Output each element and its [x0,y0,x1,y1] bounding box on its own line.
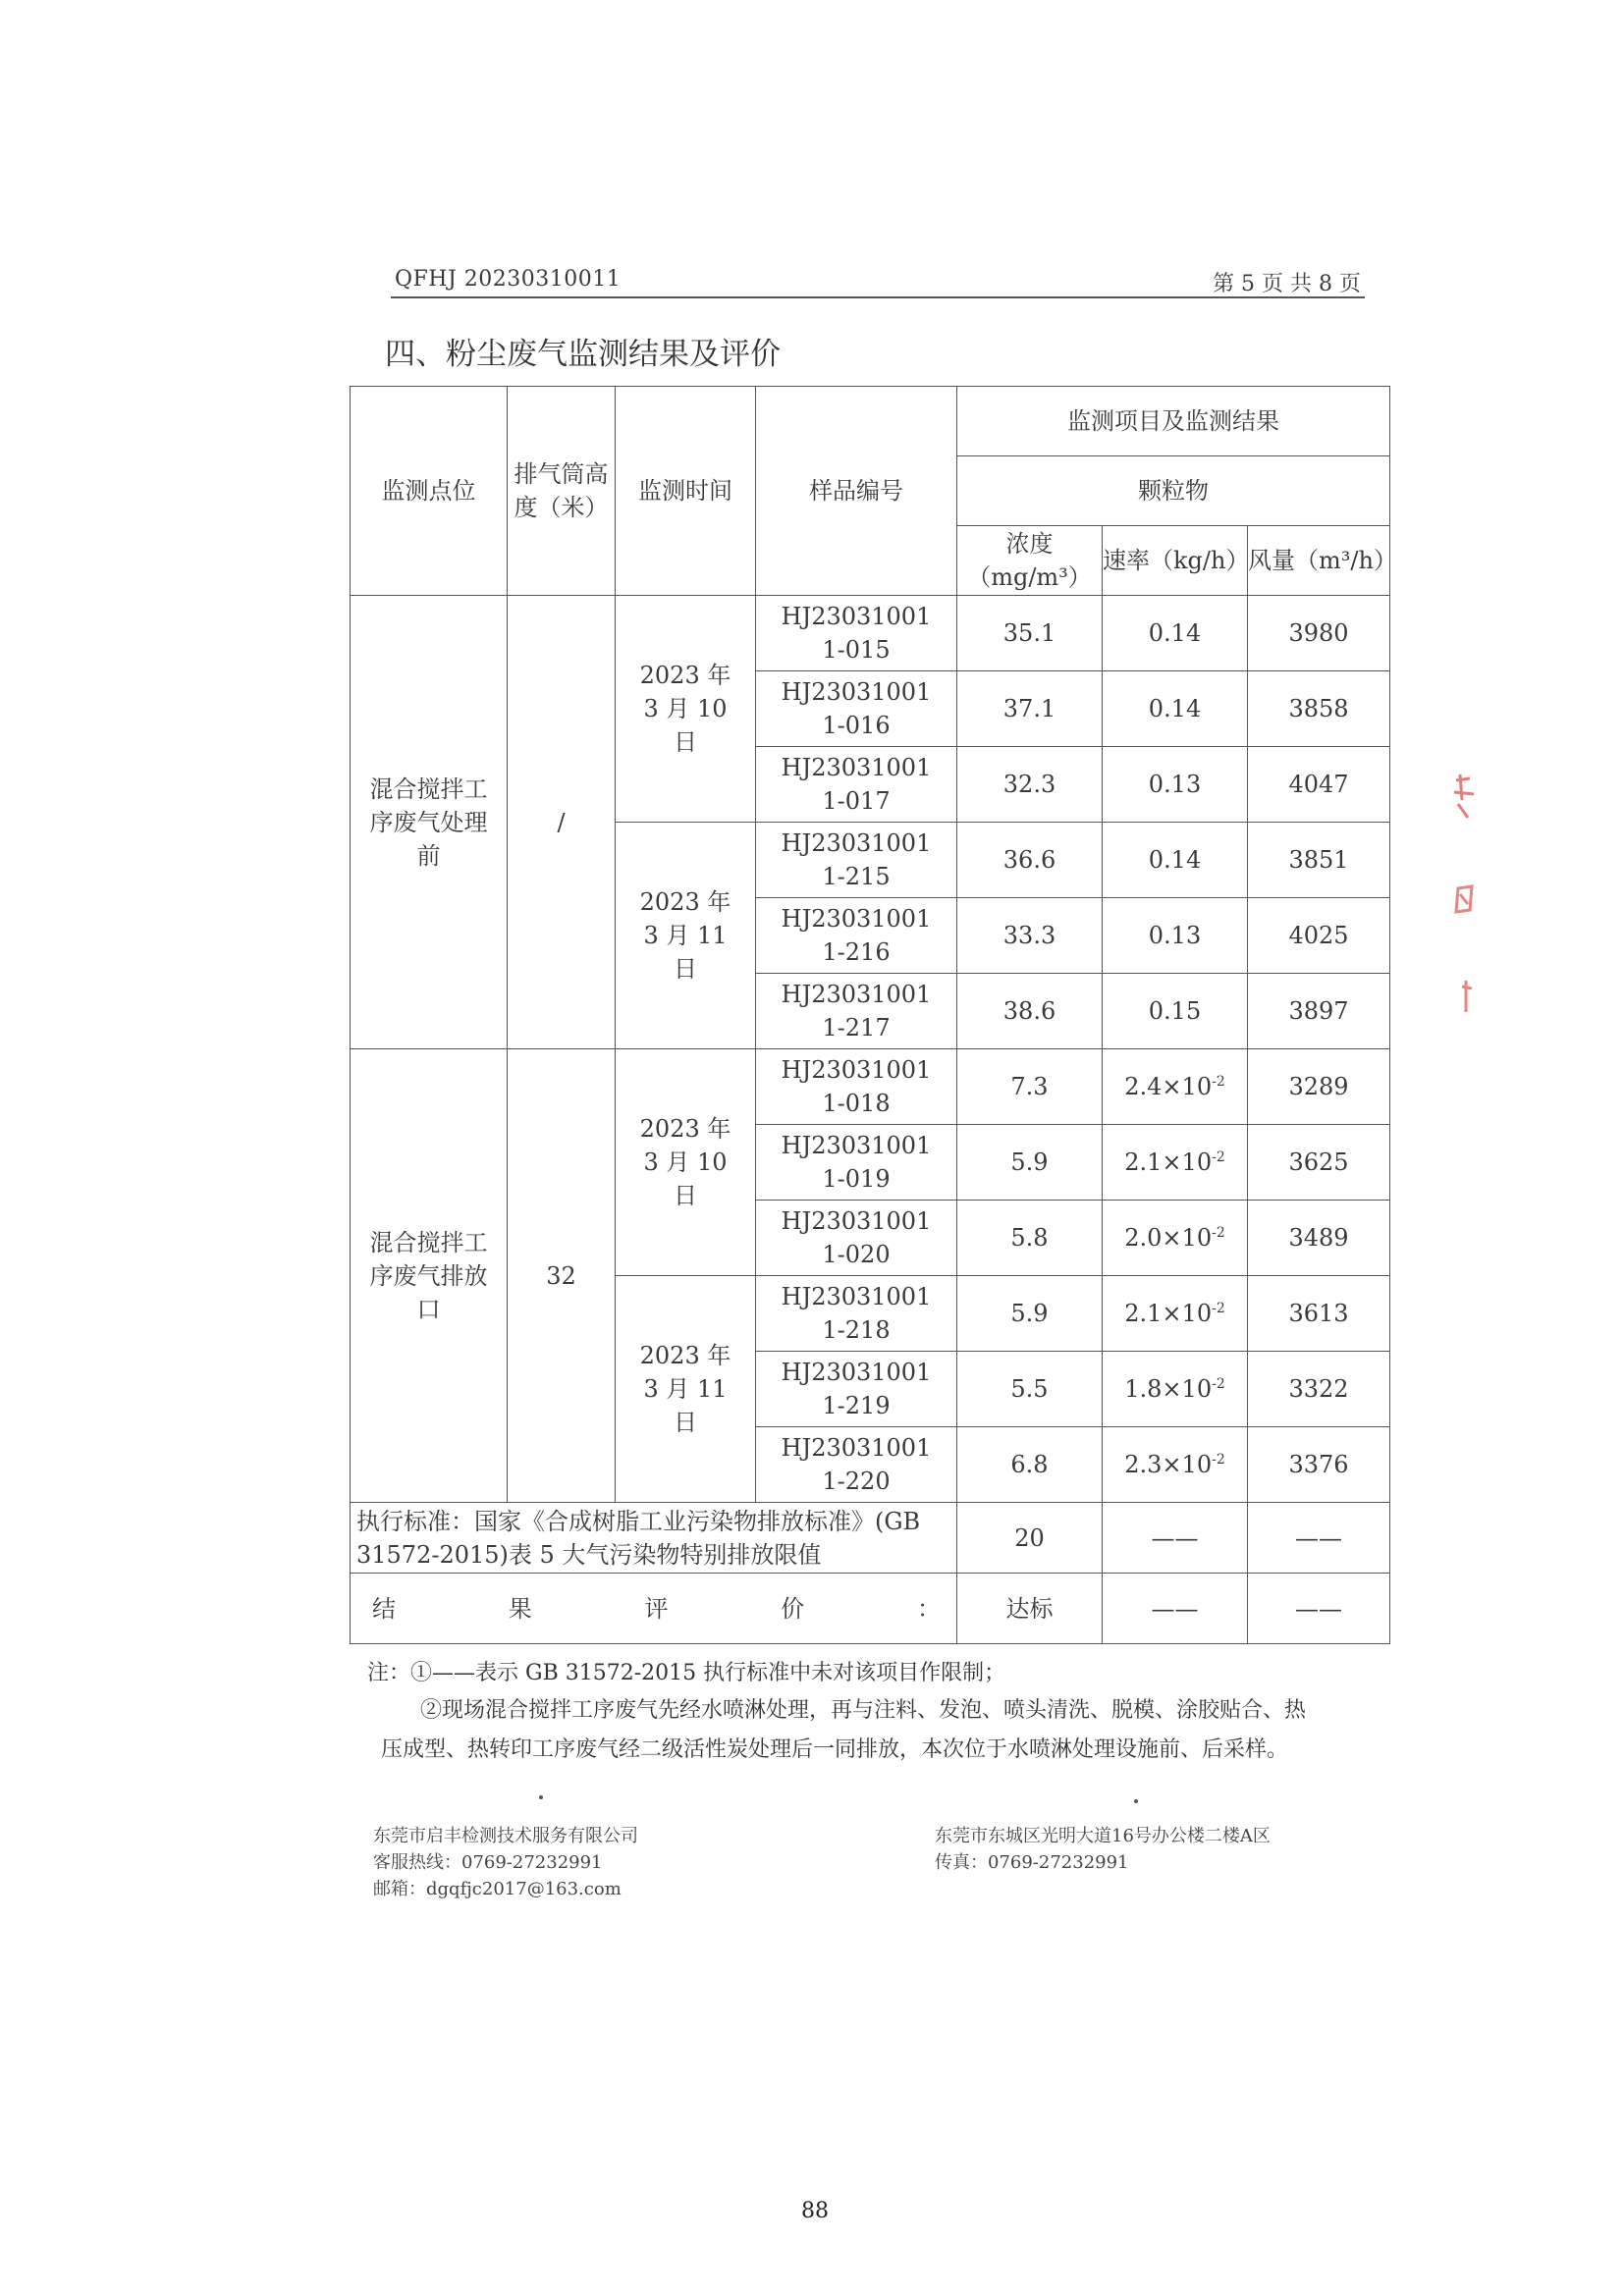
sample-id: HJ230310011-020 [756,1201,957,1276]
header-height: 排气筒高度（米） [508,387,616,596]
flow-value: 3489 [1248,1201,1390,1276]
rate-exponent: -2 [1212,1376,1225,1392]
flow-value: 4047 [1248,747,1390,823]
sample-id: HJ230310011-015 [756,596,957,671]
rate-base: 0.13 [1148,922,1202,949]
concentration-value: 38.6 [957,974,1103,1049]
rate-exponent: -2 [1212,1452,1225,1468]
monitoring-point: 混合搅拌工序废气处理前 [351,596,508,1049]
flow-value: 3289 [1248,1049,1390,1125]
rate-value [1103,1125,1248,1201]
note-1: 注：①——表示 GB 31572-2015 执行标准中未对该项目作限制； [367,1661,1006,1685]
header-items: 监测项目及监测结果 [957,387,1390,456]
footer-email: 邮箱：dgqfjc2017@163.com [373,1879,622,1899]
rate-base: 1.8×10 [1124,1375,1213,1403]
header-sample: 样品编号 [756,387,957,596]
standard-rate: —— [1103,1503,1248,1574]
evaluation-char: ： [917,1594,941,1623]
monitoring-results-table [350,386,1397,1644]
rate-base: 0.14 [1148,695,1202,722]
flow-value: 4025 [1248,898,1390,974]
rate-exponent: -2 [1212,1149,1225,1165]
rate-value [1103,1352,1248,1427]
rate-exponent: -2 [1212,1074,1225,1090]
rate-value [1103,747,1248,823]
footer-company: 东莞市启丰检测技术服务有限公司 [373,1826,638,1846]
footer-left [373,1823,638,1902]
sample-id: HJ230310011-219 [756,1352,957,1427]
monitoring-date: 2023 年3 月 11 日 [616,823,756,1049]
sample-id: HJ230310011-019 [756,1125,957,1201]
rate-exponent: -2 [1212,1301,1225,1316]
flow-value: 3322 [1248,1352,1390,1427]
rate-value [1103,1201,1248,1276]
monitoring-date: 2023 年3 月 11 日 [616,1276,756,1503]
section-title: 四、粉尘废气监测结果及评价 [385,337,781,372]
concentration-value: 6.8 [957,1427,1103,1503]
concentration-value: 37.1 [957,671,1103,747]
concentration-value: 5.9 [957,1125,1103,1201]
rate-value [1103,671,1248,747]
evaluation-label-text [351,1592,956,1626]
note-3: 压成型、热转印工序废气经二级活性炭处理后一同排放，本次位于水喷淋处理设施前、后采样。 [381,1737,1289,1762]
page-number: 88 [801,2199,829,2223]
concentration-value: 5.5 [957,1352,1103,1427]
header-time: 监测时间 [616,387,756,596]
rate-value [1103,1049,1248,1125]
header-concentration: 浓度（mg/m³） [957,526,1103,596]
sample-id: HJ230310011-217 [756,974,957,1049]
standard-label: 执行标准：国家《合成树脂工业污染物排放标准》(GB 31572-2015)表 5 大气污染物特别排放限值 [351,1503,957,1574]
concentration-value: 32.3 [957,747,1103,823]
concentration-value: 5.8 [957,1201,1103,1276]
sample-id: HJ230310011-220 [756,1427,957,1503]
header-divider [391,296,1365,298]
note-2: ②现场混合搅拌工序废气先经水喷淋处理，再与注料、发泡、喷头清洗、脱模、涂胶贴合、热 [420,1698,1307,1723]
stack-height: 32 [508,1049,616,1503]
footer-right [935,1823,1271,1876]
flow-value: 3376 [1248,1427,1390,1503]
standard-concentration: 20 [957,1503,1103,1574]
rate-base: 2.0×10 [1124,1224,1213,1252]
evaluation-char: 价 [781,1594,805,1623]
concentration-value: 7.3 [957,1049,1103,1125]
evaluation-flow: —— [1248,1574,1390,1644]
evaluation-concentration: 达标 [957,1574,1103,1644]
scan-dot [539,1795,543,1799]
rate-value [1103,1276,1248,1352]
rate-value [1103,898,1248,974]
evaluation-char: 果 [508,1594,532,1623]
concentration-value: 5.9 [957,1276,1103,1352]
table-row [351,596,1390,671]
rate-base: 0.13 [1148,771,1202,798]
rate-base: 2.1×10 [1124,1300,1213,1327]
flow-value: 3625 [1248,1125,1390,1201]
red-stamp-fragment [1448,771,1488,1026]
rate-base: 2.1×10 [1124,1148,1213,1176]
header-flow: 风量（m³/h） [1248,526,1390,596]
sample-id: HJ230310011-017 [756,747,957,823]
rate-value [1103,596,1248,671]
flow-value: 3851 [1248,823,1390,898]
rate-base: 0.14 [1148,846,1202,874]
monitoring-date: 2023 年3 月 10 日 [616,1049,756,1276]
flow-value: 3858 [1248,671,1390,747]
footer-fax: 传真：0769-27232991 [935,1852,1129,1873]
evaluation-label [351,1574,957,1644]
rate-value [1103,823,1248,898]
flow-value: 3897 [1248,974,1390,1049]
rate-base: 2.3×10 [1124,1451,1213,1478]
page-info: 第 5 页 共 8 页 [1213,272,1361,296]
sample-id: HJ230310011-215 [756,823,957,898]
flow-value: 3980 [1248,596,1390,671]
monitoring-point: 混合搅拌工序废气排放口 [351,1049,508,1503]
header-point: 监测点位 [351,387,508,596]
rate-value [1103,1427,1248,1503]
flow-value: 3613 [1248,1276,1390,1352]
sample-id: HJ230310011-218 [756,1276,957,1352]
rate-base: 0.15 [1148,997,1202,1025]
rate-base: 0.14 [1148,619,1202,647]
sample-id: HJ230310011-018 [756,1049,957,1125]
report-number: QFHJ 20230310011 [395,267,622,292]
rate-exponent: -2 [1212,1225,1225,1241]
scan-dot [1134,1799,1138,1803]
sample-id: HJ230310011-016 [756,671,957,747]
concentration-value: 36.6 [957,823,1103,898]
sample-id: HJ230310011-216 [756,898,957,974]
concentration-value: 35.1 [957,596,1103,671]
header-pollutant: 颗粒物 [957,456,1390,526]
header-rate: 速率（kg/h） [1103,526,1248,596]
footer-address: 东莞市东城区光明大道16号办公楼二楼A区 [935,1826,1271,1846]
concentration-value: 33.3 [957,898,1103,974]
evaluation-rate: —— [1103,1574,1248,1644]
monitoring-date: 2023 年3 月 10 日 [616,596,756,823]
evaluation-char: 评 [644,1594,669,1623]
footer-hotline: 客服热线：0769-27232991 [373,1852,603,1873]
rate-base: 2.4×10 [1124,1073,1213,1100]
stack-height: / [508,596,616,1049]
standard-flow: —— [1248,1503,1390,1574]
evaluation-char: 结 [372,1594,396,1623]
table-row [351,1049,1390,1125]
rate-value [1103,974,1248,1049]
